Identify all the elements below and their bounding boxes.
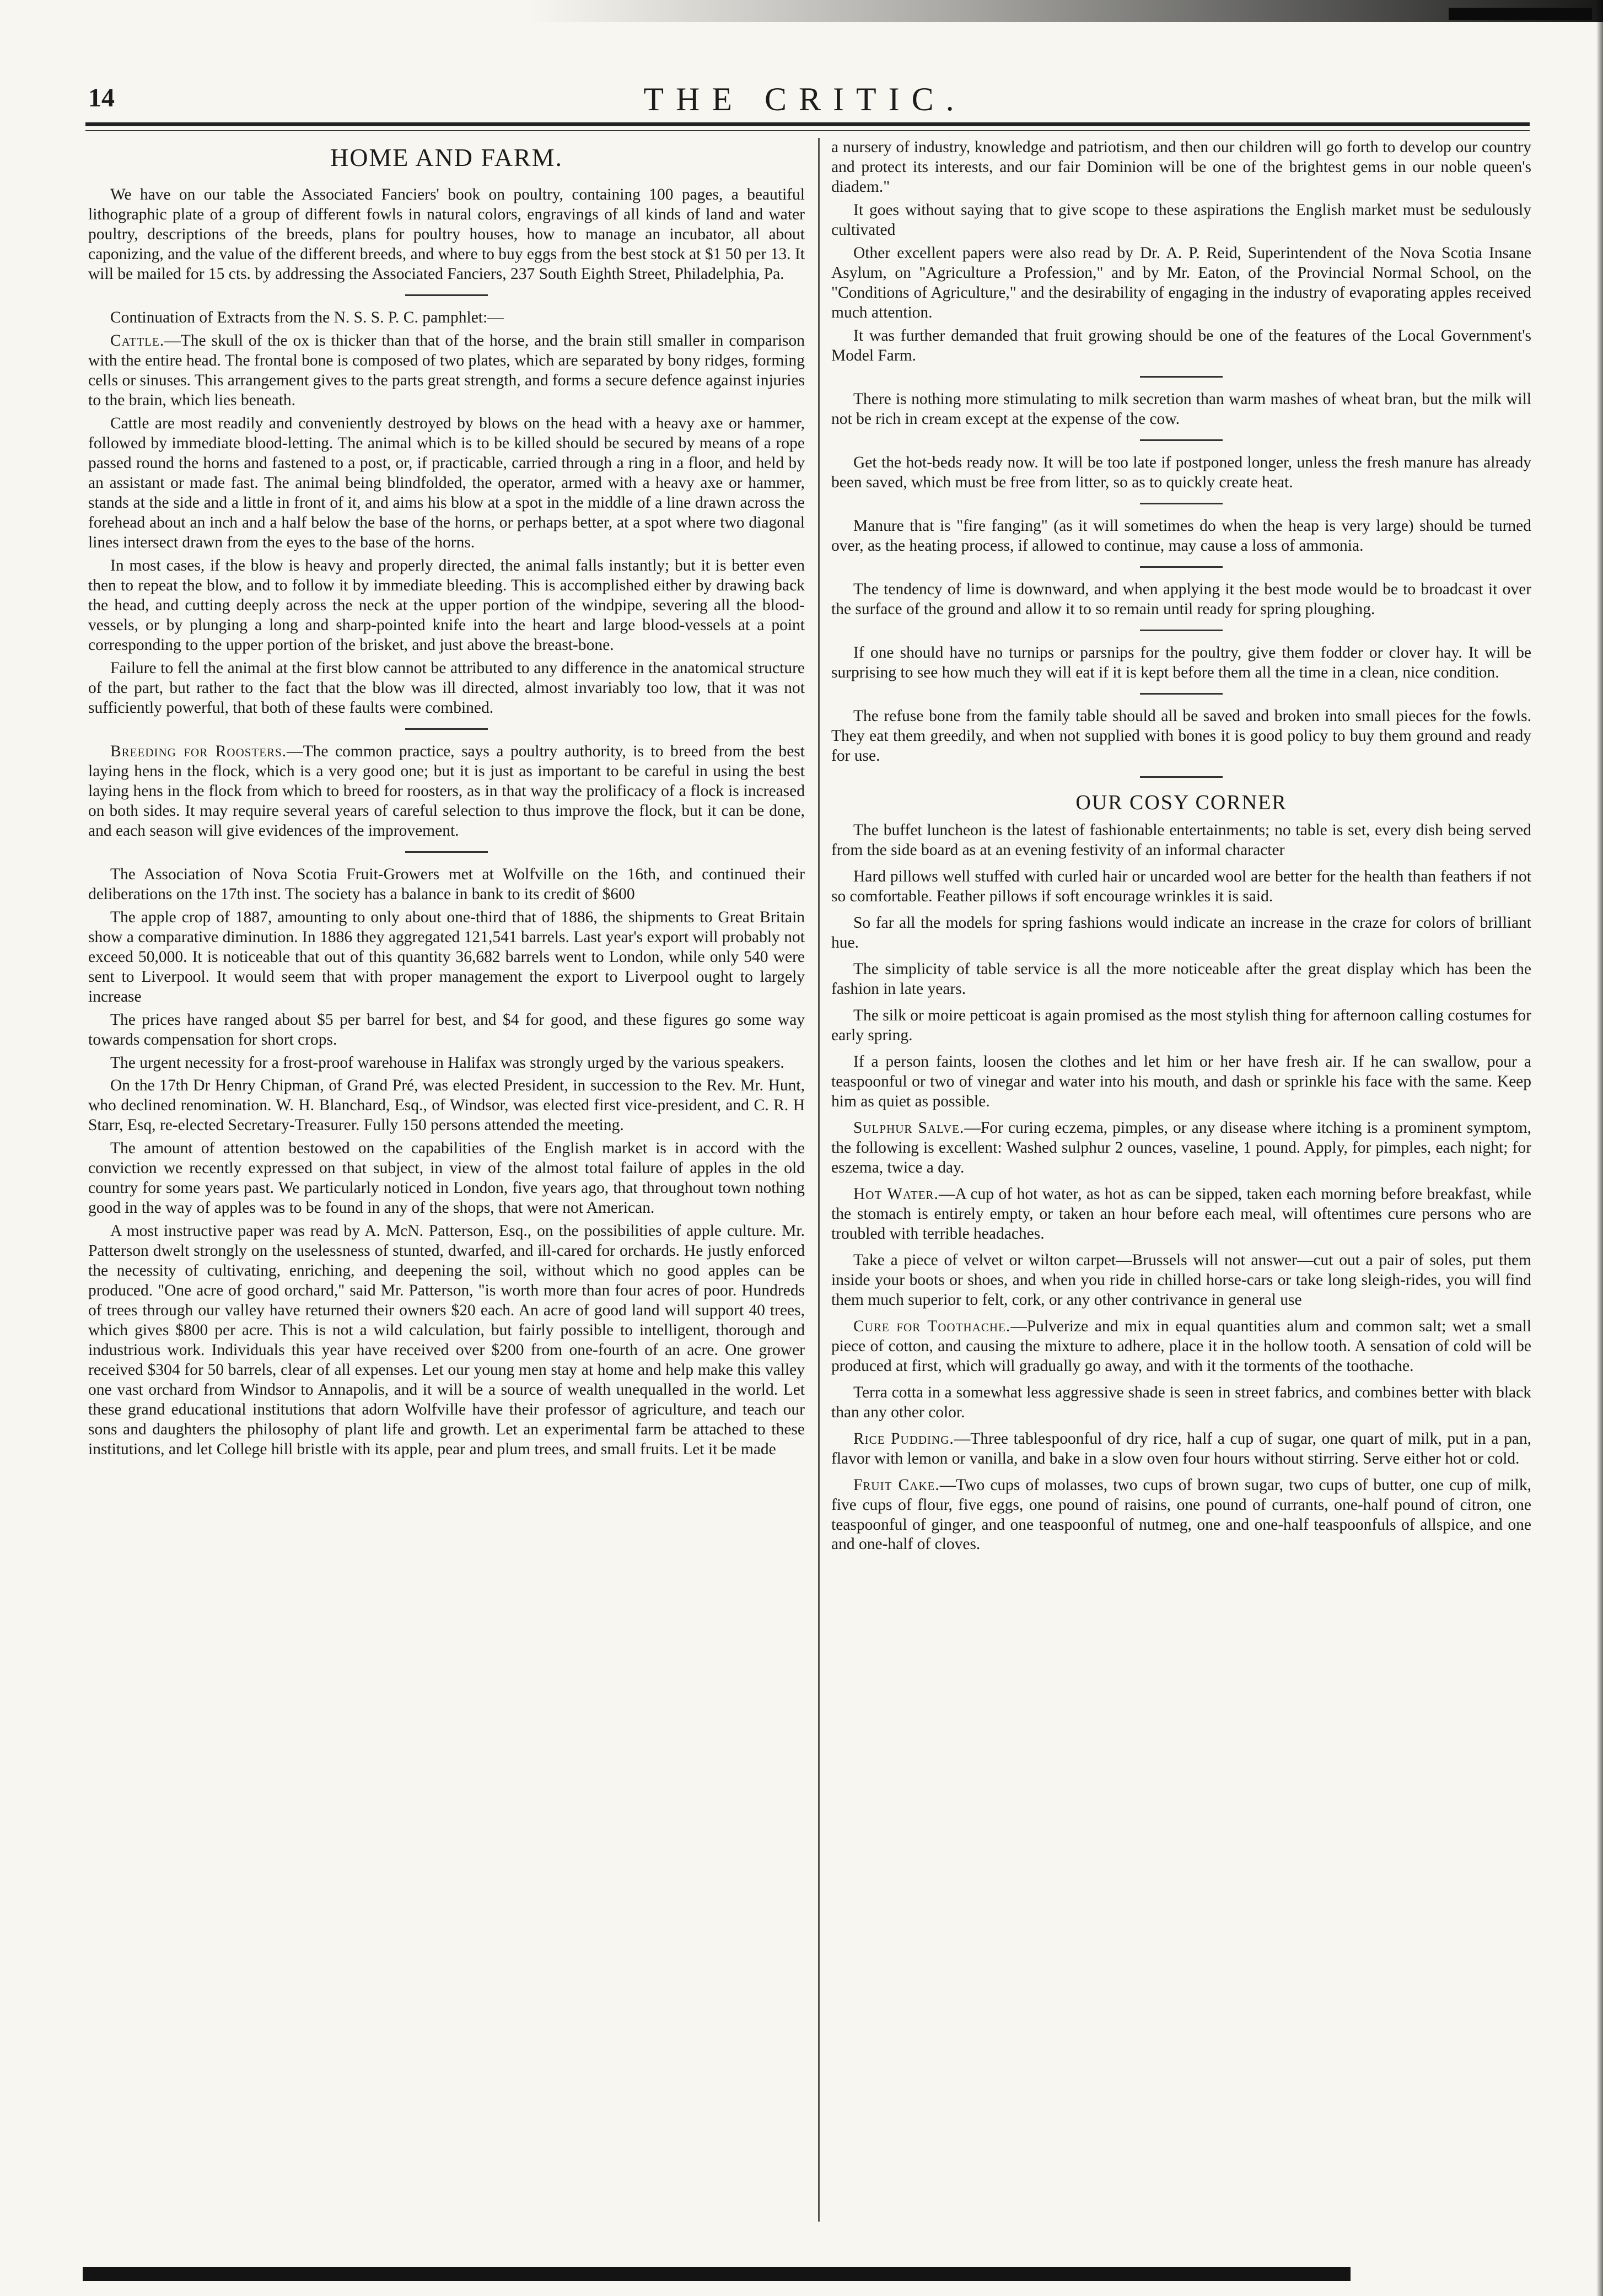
text-sulphur: —For curing eczema, pimples, or any disease where itching is a prominent symptom, the following is excellent: Washed sulphur 2 ounces, vaseline, 1 pound. Apply, for pimples, each night; for eszema, twice a day. xyxy=(831,1119,1531,1176)
paragraph-continued: a nursery of industry, knowledge and patriotism, and then our children will go forth to develop our country and protect its interests, and our fair Dominion will be one of the brightest gems in our noble queen's diadem." xyxy=(831,138,1531,196)
separator-rule xyxy=(405,851,488,853)
paragraph-buffet: The buffet luncheon is the latest of fashionable entertainments; no table is set, every dish being served from the side board as at an evening festivity of an informal character xyxy=(831,821,1531,859)
paragraph-turnips: If one should have no turnips or parsnips for the poultry, give them fodder or clover hay. It will be surprising to see how much they will eat if it is kept before them all the time in a clean, nice condition. xyxy=(831,643,1531,681)
separator-rule xyxy=(1140,566,1223,568)
scan-top-artifact xyxy=(529,0,1603,22)
paragraph-cattle-3: In most cases, if the blow is heavy and properly directed, the animal falls instantly; but it is better even then to repeat the blow, and to follow it by immediate bleeding. This is accomplished either by drawing back the head, and cutting deeply across the neck at the upper portion of the windpipe, severing all the blood-vessels, or by plunging a long and sharp-pointed knife into the heart and large blood-vessels at a point corresponding to the upper portion of the brisket, and just above the breast-bone. xyxy=(88,556,805,654)
paragraph-simplicity: The simplicity of table service is all the more noticeable after the great display which has been the fashion in late years. xyxy=(831,960,1531,998)
left-column xyxy=(88,138,805,2155)
header-rule-thick xyxy=(85,122,1530,126)
paragraph-other-papers: Other excellent papers were also read by Dr. A. P. Reid, Superintendent of the Nova Scotia Insane Asylum, on "Agriculture a Profession," and by Mr. Eaton, of the Provincial Normal School, on the "Conditions of Agriculture," and the desirability of engaging in the industry of evaporating apples received much attention. xyxy=(831,244,1531,321)
lead-cattle: Cattle. xyxy=(110,332,165,350)
paragraph-warehouse: The urgent necessity for a frost-proof warehouse in Halifax was strongly urged by the various speakers. xyxy=(110,1053,784,1072)
paragraph-sulphur xyxy=(831,1119,1531,1178)
lead-fruit-cake: Fruit Cake. xyxy=(853,1476,940,1494)
page-number: 14 xyxy=(88,83,115,112)
paragraph-terra-cotta: Terra cotta in a somewhat less aggressive shade is seen in street fabrics, and combines better with black than any other color. xyxy=(831,1383,1531,1421)
paragraph-english-market: The amount of attention bestowed on the capabilities of the English market is in accord with the conviction we recently expressed on that subject, in view of the almost total failure of apples in the old country for some years past. We particularly noticed in London, five years ago, that throughout town nothing good in the way of apples was to be found in any of the shops, that were not American. xyxy=(88,1139,805,1217)
paragraph-fruit-cake xyxy=(831,1476,1531,1555)
text-roosters: —The common practice, says a poultry authority, is to breed from the best laying hens in the flock, which is a very good one; but it is just as important to be careful in using the best laying hens in the flock from which to breed for roosters, as in that way the prolificacy of a flock is increased on both sides. It may require several years of careful selection to thus improve the flock, but it can be done, and each season will give evidences of the improvement. xyxy=(88,742,805,840)
paragraph-toothache xyxy=(831,1317,1531,1376)
text-toothache: —Pulverize and mix in equal quantities alum and common salt; wet a small piece of cotton, and causing the mixture to adhere, place it in the hollow tooth. A sensation of cold will be produced at first, which will gradually go away, and with it the torments of the toothache. xyxy=(831,1317,1531,1375)
paragraph-cattle-4: Failure to fell the animal at the first blow cannot be attributed to any difference in the anatomical structure of the part, but rather to the fact that the blow was ill directed, almost invariably too low, that it was not sufficiently powerful, that both of these faults were combined. xyxy=(88,659,805,717)
separator-rule xyxy=(1140,630,1223,631)
paragraph-model-farm: It was further demanded that fruit growing should be one of the features of the Local Government's Model Farm. xyxy=(831,326,1531,364)
paragraph-faints: If a person faints, loosen the clothes and let him or her have fresh air. If he can swallow, pour a teaspoonful or two of vinegar and water into his mouth, and dash or sprinkle his face with the same. Keep him as quiet as possible. xyxy=(831,1052,1531,1110)
paragraph-fruit-growers: The Association of Nova Scotia Fruit-Growers met at Wolfville on the 16th, and continued their deliberations on the 17th inst. The society has a balance in bank to its credit of $600 xyxy=(88,865,805,903)
paragraph-pillows: Hard pillows well stuffed with curled hair or uncarded wool are better for the health than feathers if not so comfortable. Feather pillows if soft encourage wrinkles it is said. xyxy=(831,867,1531,905)
separator-rule xyxy=(405,294,488,296)
lead-hot-water: Hot Water. xyxy=(853,1185,939,1203)
paragraph-extracts-heading: Continuation of Extracts from the N. S. S. P. C. pamphlet:— xyxy=(110,309,504,327)
scan-right-edge xyxy=(1596,0,1603,2296)
paragraph-hotbeds: Get the hot-beds ready now. It will be too late if postponed longer, unless the fresh manure has already been saved, which must be free from litter, so as to quickly create heat. xyxy=(831,453,1531,491)
scan-top-dark-patch xyxy=(1449,8,1592,20)
paragraph-cattle xyxy=(88,331,805,411)
paragraph-bone: The refuse bone from the family table should all be saved and broken into small pieces for the fowls. They eat them greedily, and when not supplied with bones it is good policy to buy them ground and ready for use. xyxy=(831,707,1531,765)
page-header xyxy=(88,83,1521,116)
paragraph-hot-water xyxy=(831,1185,1531,1244)
separator-rule xyxy=(1140,693,1223,695)
paragraph-manure: Manure that is "fire fanging" (as it will sometimes do when the heap is very large) should be turned over, as the heating process, if allowed to continue, may cause a loss of ammonia. xyxy=(831,517,1531,555)
lead-roosters: Breeding for Roosters. xyxy=(110,742,287,760)
paragraph-fanciers-book: We have on our table the Associated Fanciers' book on poultry, containing 100 pages, a beautiful lithographic plate of a group of different fowls in natural colors, engravings of all kinds of land and water poultry, descriptions of the breeds, plans for poultry houses, how to manage an incubator, all about caponizing, and the value of the different breeds, and where to buy eggs from the best stock at $1 50 per 13. It will be mailed for 15 cts. by addressing the Associated Fanciers, 237 South Eighth Street, Philadelphia, Pa. xyxy=(88,186,805,283)
separator-rule xyxy=(1140,376,1223,378)
right-column xyxy=(831,138,1531,2211)
separator-rule xyxy=(1140,503,1223,504)
masthead: THE CRITIC. xyxy=(643,81,966,117)
text-fruit-cake: —Two cups of molasses, two cups of brown sugar, two cups of butter, one cup of milk, five cups of flour, five eggs, one pound of raisins, one pound of currants, one-half pound of citron, one teaspoonful of ginger, and one teaspoonful of nutmeg, one and one-half teaspoonfuls of allspice, and one and one-half of cloves. xyxy=(831,1476,1531,1553)
paragraph-english-market-scope: It goes without saying that to give scope to these aspirations the English market must be sedulously cultivated xyxy=(831,201,1531,239)
paragraph-roosters xyxy=(88,742,805,841)
separator-rule xyxy=(1140,439,1223,441)
scan-bottom-bar xyxy=(83,2267,1351,2281)
paragraph-patterson: A most instructive paper was read by A. McN. Patterson, Esq., on the possibilities of apple culture. Mr. Patterson dwelt strongly on the uselessness of stunted, dwarfed, and ill-cared for orchards. He justly enforced the necessity of cultivating, enriching, and deepening the soil, without which no good apples can be produced. "One acre of good orchard," said Mr. Patterson, "is worth more than four acres of poor. Hundreds of trees through our valley have returned their owners $20 each. An acre of good land will support 40 trees, which gives $800 per acre. This is not a wild calculation, but fairly possible to intelligent, thorough and industrious work. Individuals this year have received over $200 from one-fourth of an acre. One grower received $304 for 50 barrels, clear of all expenses. Let our young men stay at home and help make this valley one vast orchard from Windsor to Annapolis, and it will be a source of wealth unequalled in the world. Let these grand educational institutions that adorn Wolfville have their professor of agriculture, and teach our sons and daughters the philosophy of plant life and growth. Let an experimental farm be attached to these institutions, and let College hill bristle with its apple, pear and plum trees, and small fruits. Let it be made xyxy=(88,1222,805,1459)
paragraph-prices: The prices have ranged about $5 per barrel for best, and $4 for good, and these figures go some way towards compensation for short crops. xyxy=(88,1010,805,1048)
paragraph-cattle-2: Cattle are most readily and conveniently destroyed by blows on the head with a heavy axe or hammer, followed by immediate blood-letting. The animal which is to be killed should be secured by means of a rope passed round the horns and fastened to a post, or, if practicable, carried through a ring in a floor, and held by an assistant or made fast. The animal being blindfolded, the operator, armed with a heavy axe or hammer, stands at the side and a little in front of it, and aims his blow at a spot in the middle of a line drawn across the forehead about an inch and a half below the base of the horns, or perhaps better, at a spot where two diagonal lines intersect drawn from the eyes to the base of the horns. xyxy=(88,414,805,551)
paragraph-silk: The silk or moire petticoat is again promised as the most stylish thing for afternoon calling costumes for early spring. xyxy=(831,1006,1531,1044)
paragraph-models: So far all the models for spring fashions would indicate an increase in the craze for colors of brilliant hue. xyxy=(831,913,1531,951)
paragraph-apple-crop: The apple crop of 1887, amounting to only about one-third that of 1886, the shipments to Great Britain show a comparative diminution. In 1886 they aggregated 121,541 barrels. Last year's export will probably not exceed 50,000. It is noticeable that out of this quantity 36,682 barrels went to London, while only 540 were sent to Liverpool. It would seem that with proper management the export to Liverpool ought to largely increase xyxy=(88,908,805,1005)
section-title-home-and-farm: HOME AND FARM. xyxy=(330,143,563,171)
lead-toothache: Cure for Toothache. xyxy=(853,1317,1011,1335)
paragraph-rice-pudding xyxy=(831,1429,1531,1469)
text-cattle: —The skull of the ox is thicker than that of the horse, and the brain still smaller in comparison with the entire head. The frontal bone is composed of two plates, which are separated by bony ridges, forming cells or sinuses. This arrangement gives to the parts great strength, and forms a secure defence against injuries to the brain, which lies beneath. xyxy=(88,332,805,409)
column-divider xyxy=(818,138,820,2222)
section-title-cosy-corner: OUR COSY CORNER xyxy=(1075,791,1287,814)
paragraph-elections: On the 17th Dr Henry Chipman, of Grand Pré, was elected President, in succession to the Rev. Mr. Hunt, who declined renomination. W. H. Blanchard, Esq., of Windsor, was elected first vice-president, and C. R. H Starr, Esq, re-elected Secretary-Treasurer. Fully 150 persons attended the meeting. xyxy=(88,1077,805,1134)
lead-sulphur: Sulphur Salve. xyxy=(853,1119,965,1137)
separator-rule xyxy=(405,728,488,730)
separator-rule xyxy=(1140,776,1223,778)
text-rice-pudding: —Three tablespoonful of dry rice, half a cup of sugar, one quart of milk, put in a pan, flavor with lemon or vanilla, and bake in a slow oven four hours without stirring. Serve either hot or cold. xyxy=(831,1429,1531,1467)
paragraph-velvet: Take a piece of velvet or wilton carpet—Brussels will not answer—cut out a pair of soles, put them inside your boots or shoes, and when you ride in chilled horse-cars or take long sleigh-rides, you will find them much superior to felt, cork, or any other contrivance in general use xyxy=(831,1251,1531,1309)
header-rule-thin xyxy=(85,130,1530,131)
paragraph-milk: There is nothing more stimulating to milk secretion than warm mashes of wheat bran, but the milk will not be rich in cream except at the expense of the cow. xyxy=(831,390,1531,428)
text-hot-water: —A cup of hot water, as hot as can be sipped, taken each morning before breakfast, while the stomach is entirely empty, or taken an hour before each meal, will oftentimes cure persons who are troubled with terrible headaches. xyxy=(831,1185,1531,1243)
paragraph-lime: The tendency of lime is downward, and when applying it the best mode would be to broadcast it over the surface of the ground and allow it to so remain until ready for spring ploughing. xyxy=(831,580,1531,618)
lead-rice-pudding: Rice Pudding. xyxy=(853,1429,954,1448)
